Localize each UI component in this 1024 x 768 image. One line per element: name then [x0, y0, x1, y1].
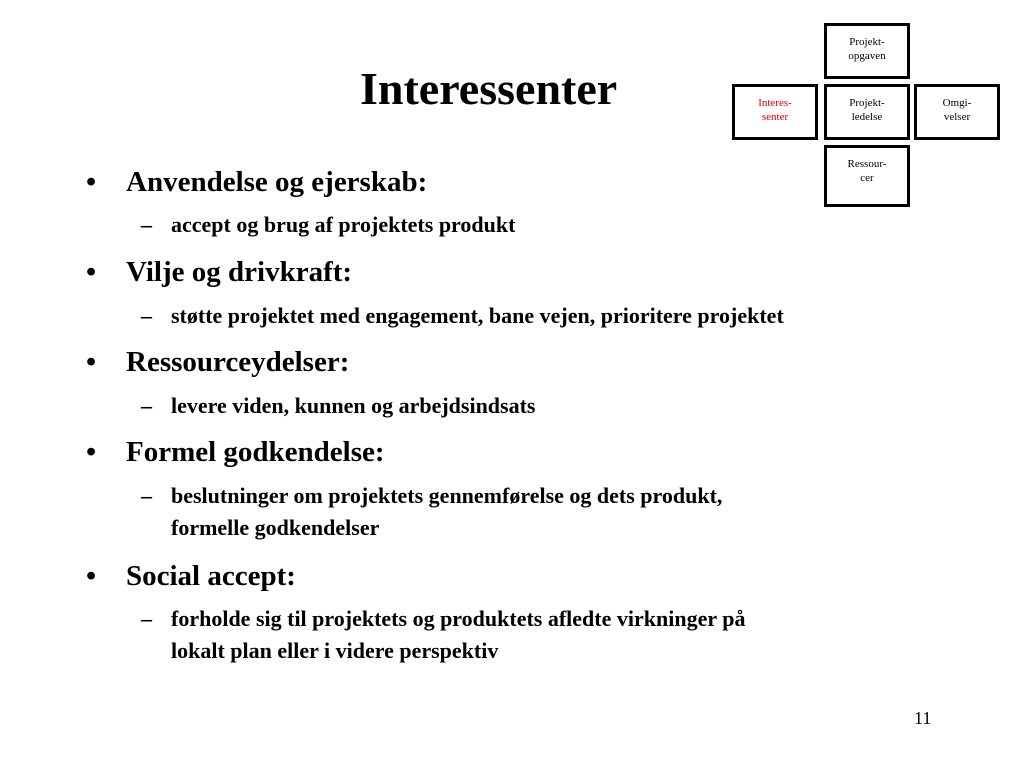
dash-icon: –	[141, 393, 152, 418]
sub-bullet-text: levere viden, kunnen og arbejdsindsats	[171, 393, 536, 418]
diagram-box-label: opgaven	[848, 50, 886, 62]
sub-bullet-text: lokalt plan eller i videre perspektiv	[171, 638, 499, 663]
sub-bullet	[141, 390, 536, 422]
dash-icon: –	[141, 303, 152, 328]
sub-bullet-text: forholde sig til projektets og produktets afledte virkninger på	[171, 606, 746, 631]
diagram-box-interessenter	[732, 84, 818, 140]
sub-bullet-text: støtte projektet med engagement, bane vejen, prioritere projektet	[171, 303, 784, 328]
diagram-box-label: senter	[761, 111, 789, 123]
bullet-heading	[86, 345, 350, 379]
slide-title: Interessenter	[360, 63, 618, 114]
bullet-heading	[86, 435, 385, 469]
sub-bullet	[141, 480, 723, 544]
sub-bullet-text: formelle godkendelser	[171, 515, 380, 540]
diagram-box-label: cer	[860, 172, 874, 184]
bullet-icon: •	[86, 256, 97, 288]
sub-bullet-text: accept og brug af projektets produkt	[171, 212, 516, 237]
diagram-box-label: Projekt-	[849, 36, 885, 48]
sub-bullet-text: beslutninger om projektets gennemførelse og dets produkt,	[171, 483, 723, 508]
bullet-heading	[86, 255, 353, 289]
diagram-box-ressourcer	[824, 145, 910, 207]
bullet-icon: •	[86, 560, 97, 592]
sub-bullet	[141, 300, 784, 332]
bullet-icon: •	[86, 346, 97, 378]
diagram-box-omgivelser	[914, 84, 1000, 140]
diagram-box-label: Projekt-	[849, 97, 885, 109]
sub-bullet	[141, 209, 516, 241]
bullet-heading	[86, 165, 428, 199]
bullet-icon: •	[86, 166, 97, 198]
dash-icon: –	[141, 212, 152, 237]
diagram-box-label: velser	[943, 111, 971, 123]
diagram-box-label: Interes-	[758, 97, 792, 109]
bullet-heading-text: Vilje og drivkraft:	[126, 256, 353, 288]
diagram-box-projektledelse	[824, 84, 910, 140]
diagram-box-label: Omgi-	[942, 97, 972, 109]
bullet-heading	[86, 559, 296, 593]
dash-icon: –	[141, 483, 152, 508]
diagram-box-label: ledelse	[851, 111, 883, 123]
bullet-heading-text: Social accept:	[126, 560, 296, 592]
diagram-box-label: Ressour-	[847, 158, 887, 170]
bullet-heading-text: Ressourceydelser:	[126, 346, 350, 378]
page-number: 11	[914, 708, 932, 728]
bullet-heading-text: Anvendelse og ejerskab:	[126, 166, 428, 198]
bullet-heading-text: Formel godkendelse:	[126, 436, 385, 468]
dash-icon: –	[141, 606, 152, 631]
diagram-box-projektopgaven	[824, 23, 910, 79]
bullet-icon: •	[86, 436, 97, 468]
sub-bullet	[141, 603, 746, 667]
